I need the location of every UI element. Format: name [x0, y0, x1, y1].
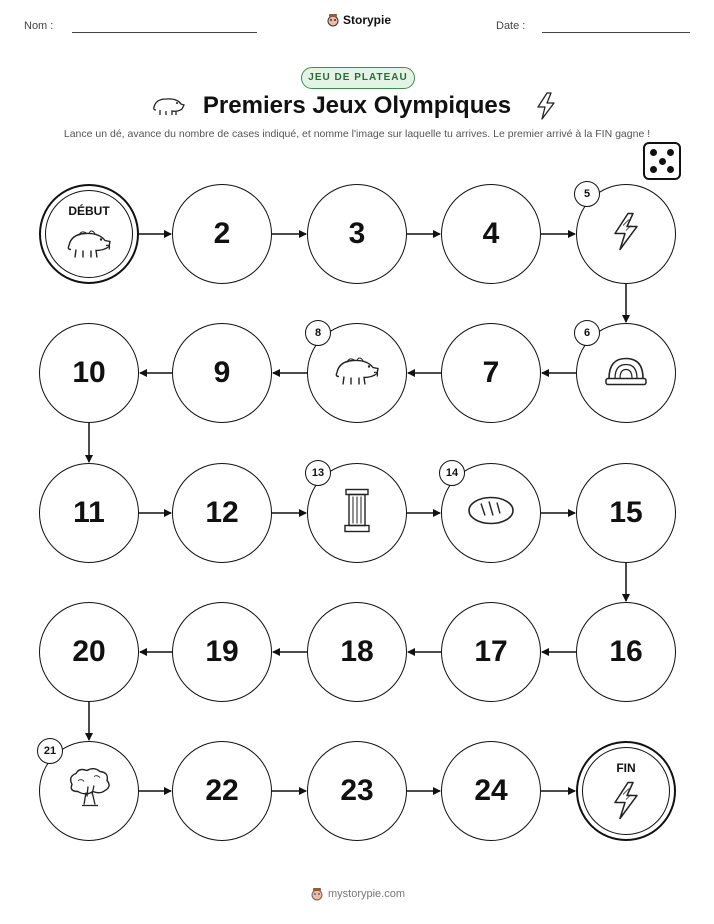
cell-number: 13 — [305, 460, 331, 486]
cell-number: 10 — [72, 356, 106, 389]
board-cell-24 — [441, 741, 541, 841]
board-cell-11 — [39, 463, 139, 563]
board-cell-5 — [576, 184, 676, 284]
name-label: Nom : — [24, 20, 54, 32]
board-cell-21 — [39, 741, 139, 841]
board-cell-4 — [441, 184, 541, 284]
cell-label: DÉBUT — [68, 204, 110, 218]
cell-number: 22 — [205, 774, 239, 807]
board-cell-8 — [307, 323, 407, 423]
board-cell-18 — [307, 602, 407, 702]
cell-number: 19 — [205, 635, 239, 668]
cell-number: 23 — [340, 774, 374, 807]
board-cell-3 — [307, 184, 407, 284]
category-badge: JEU DE PLATEAU — [301, 67, 415, 89]
board-cell-25 — [576, 741, 676, 841]
boar-icon — [331, 353, 383, 394]
board-cell-14 — [441, 463, 541, 563]
cell-number: 5 — [574, 181, 600, 207]
cell-number: 17 — [474, 635, 508, 668]
cell-number: 3 — [348, 217, 366, 250]
cell-number: 21 — [37, 738, 63, 764]
board-cell-23 — [307, 741, 407, 841]
board-cell-7 — [441, 323, 541, 423]
board-cell-20 — [39, 602, 139, 702]
discus-icon — [603, 353, 649, 394]
cell-number: 20 — [72, 635, 106, 668]
cell-number: 11 — [73, 496, 105, 529]
olive-tree-icon — [64, 767, 114, 816]
board-cell-9 — [172, 323, 272, 423]
cell-number: 8 — [305, 320, 331, 346]
board-cell-13 — [307, 463, 407, 563]
brand-name: Storypie — [343, 13, 392, 27]
board-cell-19 — [172, 602, 272, 702]
board-cell-15 — [576, 463, 676, 563]
cell-number: 6 — [574, 320, 600, 346]
footer-url: mystorypie.com — [328, 888, 406, 900]
footer — [310, 887, 405, 901]
instructions: Lance un dé, avance du nombre de cases indiqué, et nomme l'image sur laquelle tu arrives. Le premier arrivé à la FIN gagne ! — [63, 128, 651, 140]
board-cell-2 — [172, 184, 272, 284]
column-icon — [343, 488, 371, 539]
cell-number: 12 — [205, 496, 239, 529]
cell-number: 9 — [213, 356, 231, 389]
board-cell-1 — [39, 184, 139, 284]
board-cell-10 — [39, 323, 139, 423]
board-cell-12 — [172, 463, 272, 563]
bread-icon — [466, 494, 516, 533]
cell-number: 7 — [482, 356, 500, 389]
cell-number: 2 — [213, 217, 231, 250]
board-cell-6 — [576, 323, 676, 423]
cell-number: 14 — [439, 460, 465, 486]
storypie-mascot-icon — [310, 887, 324, 901]
board-cell-22 — [172, 741, 272, 841]
boar-icon — [63, 225, 115, 266]
cell-number: 18 — [340, 635, 374, 668]
cell-number: 15 — [609, 496, 643, 529]
cell-number: 4 — [482, 217, 500, 250]
cell-number: 24 — [474, 774, 508, 807]
board-cell-17 — [441, 602, 541, 702]
board-cell-16 — [576, 602, 676, 702]
date-label: Date : — [496, 20, 526, 32]
page-title: Premiers Jeux Olympiques — [202, 92, 512, 119]
cell-number: 16 — [609, 635, 643, 668]
lightning-icon — [609, 780, 643, 825]
lightning-icon — [609, 212, 643, 257]
cell-label: FIN — [616, 761, 636, 775]
